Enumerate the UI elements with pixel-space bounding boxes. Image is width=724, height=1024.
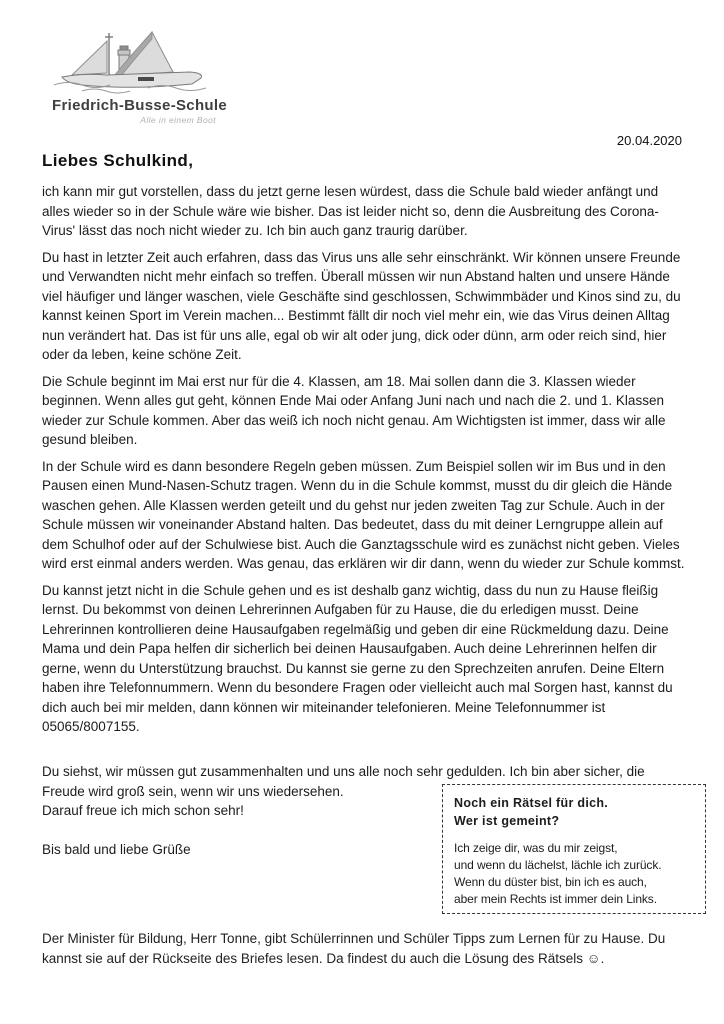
farewell: Bis bald und liebe Grüße — [42, 842, 191, 857]
school-motto: Alle in einem Boot — [140, 115, 216, 125]
riddle-line: Ich zeige dir, was du mir zeigst, — [454, 841, 618, 855]
riddle-title — [454, 794, 694, 830]
salutation: Liebes Schulkind, — [42, 151, 194, 170]
closing-line: Du siehst, wir müssen gut zusammenhalten und uns alle noch sehr gedulden. Ich bin aber sicher, die — [42, 764, 645, 779]
riddle-title-line: Wer ist gemeint? — [454, 814, 560, 828]
letter-date: 20.04.2020 — [616, 133, 682, 148]
closing-line: Freude wird groß sein, wenn wir uns wiedersehen. — [42, 783, 344, 799]
riddle-title-line: Noch ein Rätsel für dich. — [454, 796, 609, 810]
closing-line: Darauf freue ich mich schon sehr! — [42, 803, 244, 818]
school-name: Friedrich-Busse-Schule — [52, 97, 227, 114]
paragraph-5: Du kannst jetzt nicht in die Schule gehen und es ist deshalb ganz wichtig, dass du nun zu Hause fleißig lernst. Du bekommst von deinen Lehrerinnen Aufgaben für zu Hause, die du erledigen musst. Deine Lehrerinnen kontrollieren deine Hausaufgaben regelmäßig und geben dir eine Rückmeldung dazu. Deine Mama und dein Papa helfen dir sicherlich bei deinen Hausaufgaben. Auch deine Lehrerinnen helfen dir gerne, wenn du Unterstützung brauchst. Du kannst sie gerne zu den Sprechzeiten anrufen. Deine Eltern haben ihre Telefonnummern. Wenn du besondere Fragen oder vielleicht auch mal Sorgen hast, kannst du dich auch bei mir melden, dann können wir miteinander telefonieren. Meine Telefonnummer ist 05065/8007155. — [42, 582, 673, 734]
footer-note: Der Minister für Bildung, Herr Tonne, gibt Schülerrinnen und Schüler Tipps zum Lernen für zu Hause. Du kannst sie auf der Rückseite des Briefes lesen. Da findest du auch die Lösung des Rätsels ☺. — [42, 931, 666, 966]
riddle-line: Wenn du düster bist, bin ich es auch, — [454, 875, 647, 889]
sailboat-icon — [52, 28, 212, 96]
paragraph-3: Die Schule beginnt im Mai erst nur für die 4. Klassen, am 18. Mai sollen dann die 3. Klassen wieder beginnen. Wenn alles gut geht, können Ende Mai oder Anfang Juni nach und nach die 2. und 1. Klassen wieder zur Schule kommen. Aber das weiß ich noch nicht genau. Am Wichtigsten ist immer, dass wir alle gesund bleiben. — [42, 373, 666, 447]
riddle-line: und wenn du lächelst, lächle ich zurück. — [454, 858, 662, 872]
letter-body — [42, 182, 688, 744]
school-logo — [52, 28, 232, 125]
riddle-line: aber mein Rechts ist immer dein Links. — [454, 892, 657, 906]
riddle-box — [442, 784, 706, 914]
riddle-text — [454, 840, 694, 908]
paragraph-2: Du hast in letzter Zeit auch erfahren, dass das Virus uns alle sehr einschränkt. Wir können unsere Freunde und Verwandten nicht mehr einfach so treffen. Überall müssen wir nun Abstand halten und unsere Hände viel häufiger und länger waschen, viele Geschäfte sind geschlossen, Schwimmbäder und Kinos sind zu, du kannst keinen Sport im Verein machen... Bestimmt fällt dir noch viel mehr ein, wie das Virus deinen Alltag nun verändert hat. Das ist für uns alle, egal ob wir alt oder jung, dick oder dünn, arm oder reich sind, hier oder da leben, keine schöne Zeit. — [42, 249, 681, 362]
paragraph-4: In der Schule wird es dann besondere Regeln geben müssen. Zum Beispiel sollen wir im Bus und in den Pausen einen Mund-Nasen-Schutz tragen. Wenn du in die Schule kommst, musst du dir gleich die Hände waschen gehen. Alle Klassen werden geteilt und du gehst nur jeden zweiten Tag zur Schule. Auch in der Schule müssen wir voneinander Abstand halten. Das bedeutet, dass du mit deiner Lerngruppe allein auf dem Schulhof oder auf der Schulwiese bist. Auch die Ganztagsschule wird es zunächst nicht geben. Vieles wird erst einmal anders werden. Was genau, das erklären wir dir dann, wenn du wieder zur Schule kommst. — [42, 458, 685, 571]
paragraph-1: ich kann mir gut vorstellen, dass du jetzt gerne lesen würdest, dass die Schule bald wieder anfängt und alles wieder so in der Schule wäre wie bisher. Das ist leider nicht so, denn die Ausbreitung des Corona-Virus' lässt das noch nicht wieder zu. Ich bin auch ganz traurig darüber. — [42, 184, 659, 238]
